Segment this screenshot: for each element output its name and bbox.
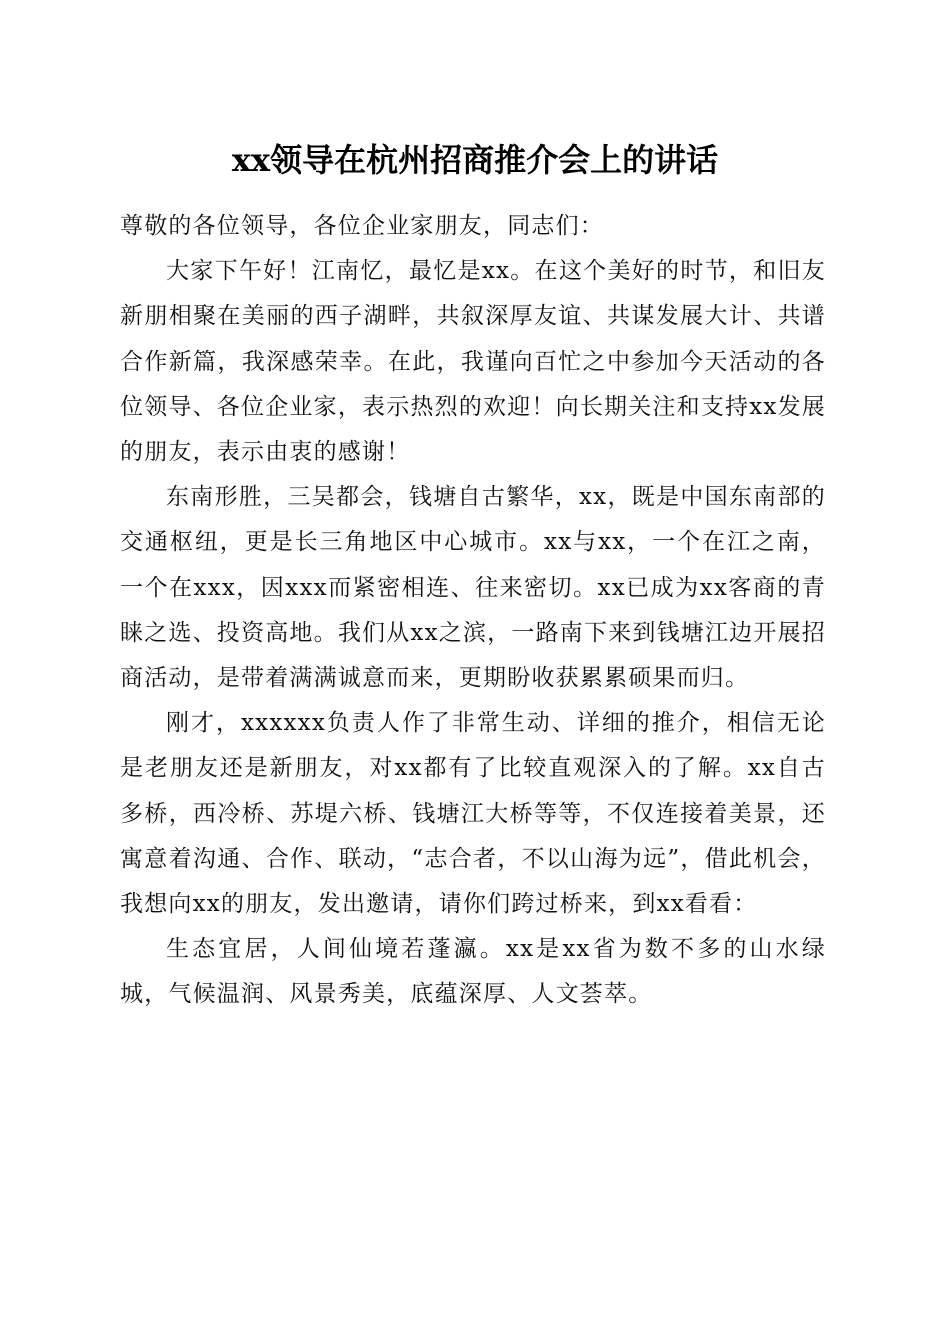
paragraph-hangzhou: 东南形胜，三吴都会，钱塘自古繁华，xx，既是中国东南部的交通枢纽，更是长三角地区中心城市。xx与xx，一个在江之南，一个在xxx，因xxx而紧密相连、往来密切。xx已成为xx客商的青睐之选、投资高地。我们从xx之滨，一路南下来到钱塘江边开展招商活动，是带着满满诚意而来，更期盼收获累累硕果而归。 xyxy=(120,484,826,692)
paragraph-bridges: 刚才，xxxxxx负责人作了非常生动、详细的推介，相信无论是老朋友还是新朋友，对xx都有了比较直观深入的了解。xx自古多桥，西冷桥、苏堤六桥、钱塘江大桥等等，不仅连接着美景，还寓意着沟通、合作、联动，“志合者，不以山海为远”，借此机会，我想向xx的朋友，发出邀请，请你们跨过桥来，到xx看看： xyxy=(120,710,826,918)
document-body xyxy=(120,204,826,1018)
salutation: 尊敬的各位领导，各位企业家朋友，同志们： xyxy=(120,213,604,239)
document-title: xx领导在杭州招商推介会上的讲话 xyxy=(231,141,719,179)
paragraph-ecology: 生态宜居，人间仙境若蓬瀛。xx是xx省为数不多的山水绿城，气候温润、风景秀美，底蕴深厚、人文荟萃。 xyxy=(120,936,826,1008)
paragraph-welcome: 大家下午好！江南忆，最忆是xx。在这个美好的时节，和旧友新朋相聚在美丽的西子湖畔，共叙深厚友谊、共谋发展大计、共谱合作新篇，我深感荣幸。在此，我谨向百忙之中参加今天活动的各位领导、各位企业家，表示热烈的欢迎！向长期关注和支持xx发展的朋友，表示由衷的感谢！ xyxy=(120,258,826,466)
